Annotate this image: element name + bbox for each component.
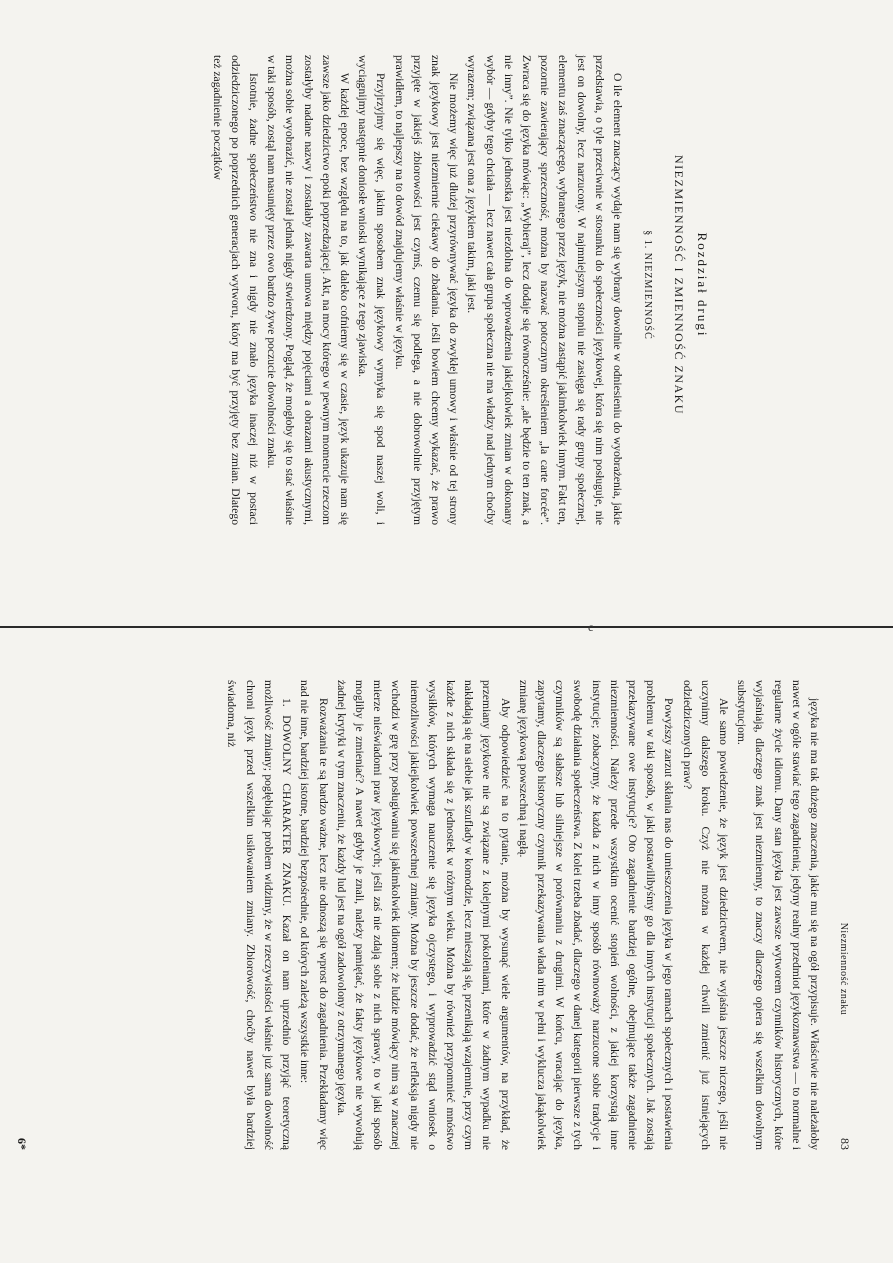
paragraph: Ale samo powiedzenie, że język jest dziedzictwem, nie wyjaśnia jeszcze niczego, jeśli nie uczynimy dalszego kroku. Czyż nie można w każdej chwili zmienić już istniejących odziedziczonych praw? [680, 680, 730, 1150]
printer-signature: 6* [15, 1138, 29, 1150]
paragraph: Nie możemy więc już dłużej przyrównywać języka do zwykłej umowy i właśnie od tej strony znak językowy jest niezmiernie ciekawy do zbadania. Jeśli bowiem chcemy wykazać, że prawo przyjęte w jakiejś zbiorowości jest czymś, czemu się podlega, a nie dobrowolnie przyjętym prawidłem, to najlepszy na to dowód znajdujemy właśnie w języku. [392, 55, 461, 525]
page-header [837, 640, 852, 1180]
chapter-label: Rozdział drugi [695, 232, 710, 338]
paragraph: Aby odpowiedzieć na to pytanie, można by wysunąć wiele argumentów, na przykład, że przemiany językowe nie są związane z kolejnymi pokoleniami, które w żadnym wypadku nie nakładają się na siebie jak szuflady w komodzie, lecz mieszają się, przenikają wzajemnie, przy czym każde z nich składa się z jednostek w różnym wieku. Można by również przypomnieć mnóstwo wysiłków, których wymaga nauczenie się języka ojczystego, i wyprowadzić stąd wniosek o niemożliwości jakiejkolwiek powszechnej zmiany. Można by jeszcze dodać, że refleksja nigdy nie wchodzi w grę przy posługiwaniu się jakimkolwiek idiomem; że ludzie mówiący nim są w znacznej mierze nieświadomi praw językowych; jeśli zaś nie zdają sobie z nich sprawy, to w jaki sposób mogliby je zmieniać? A nawet gdyby je znali, należy pamiętać, że fakty językowe nie wywołują żadnej krytyki w tym znaczeniu, że każdy lud jest na ogół zadowolony z otrzymanego języka. [334, 680, 512, 1150]
paragraph: Przyjrzyjmy się więc, jakim sposobem znak językowy wymyka się spod naszej woli, i wyciągnijmy następnie doniosłe wnioski wynikające z tego zjawiska. [356, 55, 388, 525]
upper-body-text [207, 15, 626, 555]
upper-page [10, 15, 870, 555]
paragraph: języka nie ma tak dużego znaczenia, jakie mu się na ogół przypisuje. Właściwie nie należałoby nawet w ogóle stawiać tego zagadnienia; jedyny realny przedmiot językoznawstwa — to normalne i regularne życie idiomu. Dany stan języka jest zawsze wytworem czynników historycznych, które wyjaśniają, dlaczego znak jest niezmienny, to znaczy dlaczego opiera się wszelkim dowolnym substytucjom. [735, 680, 821, 1150]
chapter-title: NIEZMIENNOŚĆ I ZMIENNOŚĆ ZNAKU [672, 155, 686, 415]
section-heading: § 1. NIEZMIENNOŚĆ [642, 230, 653, 340]
page-fold-line [0, 626, 893, 628]
lower-page [10, 640, 870, 1180]
lower-body-text [222, 640, 823, 1180]
running-head: Niezmienność znaku [838, 922, 849, 1016]
paragraph: O ile element znaczący wydaje nam się wybrany dowolnie w odniesieniu do wyobrażenia, jakie przedstawia, o tyle przeciwnie w stosunku do społeczności językowej, która się nim posługuje, nie jest on dowolny, lecz narzucony. W najmniejszym stopniu nie zasięga się rady grupy społecznej, elementu zaś znaczącego, wybranego przez język, nie można zastąpić jakimkolwiek innym. Fakt ten, pozornie zawierający sprzeczność, można by nazwać potocznym określeniem „la carte forcée”. Zwraca się do języka mówiąc: „Wybieraj”, lecz dodaje się równocześnie: „ale będzie to ten znak, a nie inny”. Nie tylko jednostka jest niezdolna do wprowadzenia jakiejkolwiek zmian w dokonany wybór — gdyby tego chciała — lecz nawet cała grupa społeczna nie ma władzy nad jednym choćby wyrazem; związana jest ona z językiem takim, jaki jest. [465, 55, 624, 525]
page-number: 83 [838, 1138, 852, 1150]
paragraph: Istotnie, żadne społeczeństwo nie zna i nigdy nie znało języka inaczej niż w postaci odziedziczonego po poprzednich generacjach wytworu, który ma być przyjęty bez zmian. Dlatego też zagadnienie początków [210, 55, 260, 525]
paragraph: 1. DOWOLNY CHARAKTER ZNAKU. Kazał on nam uprzednio przyjąć teoretyczną możliwość zmiany; pogłębiając problem widzimy, że w rzeczywistości właśnie już sama dowolność chroni język przed wszelkim usiłowaniem zmiany. Zbiorowość, choćby nawet była bardziej świadoma, niż [225, 680, 294, 1150]
paragraph: W każdej epoce, bez względu na to, jak daleko cofniemy się w czasie, język ukazuje nam się zawsze jako dziedzictwo epoki poprzedzającej. Akt, na mocy którego w pewnym momencie rzeczom zostałyby nadane nazwy i zostałaby zawarta umowa między pojęciami a obrazami akustycznymi, można sobie wyobrazić, nie został jednak nigdy stwierdzony. Pogląd, że mogłoby się to stać właśnie w taki sposób, zostąl nam nasunięty przez owo bardzo żywe poczucie dowolności znaku. [265, 55, 351, 525]
paragraph: Rozważania te są bardzo ważne, lecz nie odnoszą się wprost do zagadnienia. Przekładamy więc nad nie inne, bardziej istotne, bardziej bezpośrednie, od których zależą wszystkie inne: [298, 680, 330, 1150]
fold-mark: c [588, 620, 594, 634]
paragraph: Powyższy zarzut skłania nas do umieszczenia języka w jego ramach społecznych i postawienia problemu w taki sposób, w jaki postawilibyśmy go dla innych instytucji społecznych. Jak zostają przekazywane owe instytucje? Oto zagadnienie bardziej ogólne, obejmujące także zagadnienie niezmienności. Należy przede wszystkim ocenić stopień wolności, z jakiej korzystają inne instytucje; zobaczymy, że każda z nich w inny sposób równoważy narzucone sobie tradycje i swobodę działania społeczeństwa. Z kolei trzeba zbadać, dlaczego w danej kategorii pierwsze z tych czynników są słabsze lub silniejsze w porównaniu z drugimi. W końcu, wracając do języka, zapytamy, dlaczego historyczny czynnik przekazywania włada nim w pełni i wyklucza jakąkolwiek zmianę językową powszechną i nagłą. [516, 680, 676, 1150]
